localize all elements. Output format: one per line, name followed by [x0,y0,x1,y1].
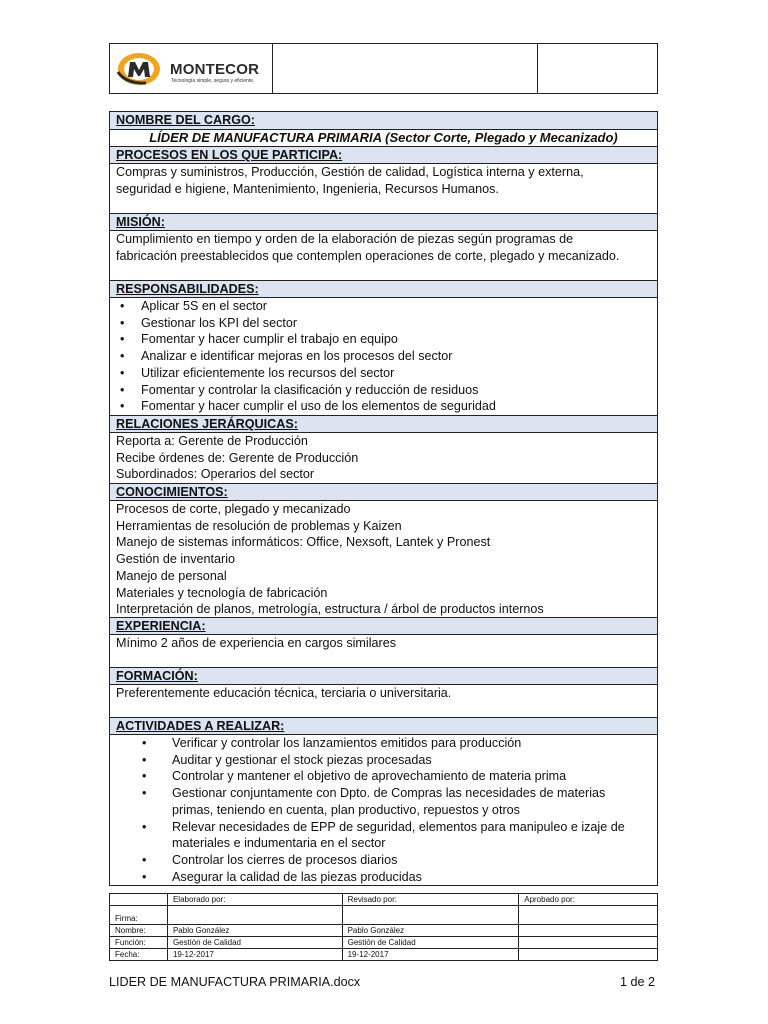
sig-nombre-aprobado [519,925,658,937]
section-header-conocimientos: CONOCIMIENTOS: [110,483,657,500]
document-header [109,43,658,94]
logo-wordmark: MONTECOR [170,61,260,78]
list-item [164,852,651,869]
list-item: • Fomentar y hacer cumplir el uso de los elementos de seguridad [118,398,651,415]
section-header-nombre-cargo: NOMBRE DEL CARGO: [110,112,657,129]
section-header-experiencia: EXPERIENCIA: [110,617,657,634]
section-header-actividades: ACTIVIDADES A REALIZAR: [110,717,657,734]
conocimientos-line: Manejo de sistemas informáticos: Office, Nexsoft, Lantek y Pronest [116,535,491,550]
conocimientos-line: Materiales y tecnología de fabricación [116,585,328,600]
conocimientos-body [110,500,657,617]
list-item-text: Asegurar la calidad de las piezas producidas [172,869,422,884]
logo-tagline: Tecnología simple, segura y eficiente. [171,78,255,84]
montecor-logo [116,50,266,88]
sig-nombre-revisado: Pablo González [342,925,519,937]
mision-body [110,230,657,280]
sig-firma-elaborado [167,906,342,925]
list-item [164,785,651,818]
sig-fecha-elaborado: 19-12-2017 [167,949,342,961]
sig-header-elaborado: Elaborado por: [167,894,342,906]
experiencia-text: Mínimo 2 años de experiencia en cargos similares [116,636,396,650]
list-item: • Analizar e identificar mejoras en los procesos del sector [118,348,651,365]
sig-fecha-revisado: 19-12-2017 [342,949,519,961]
list-item-text: materiales e indumentaria en el sector [172,836,386,851]
list-item-text: Verificar y controlar los lanzamientos emitidos para producción [172,736,522,750]
footer-page-number: 1 de 2 [620,975,656,989]
relaciones-line: Reporta a: Gerente de Producción [116,434,308,448]
list-item [164,819,651,852]
section-header-responsabilidades: RESPONSABILIDADES: [110,280,657,297]
procesos-body [110,163,657,213]
section-header-procesos: PROCESOS EN LOS QUE PARTICIPA: [110,146,657,163]
list-item [164,735,651,752]
relaciones-line: Subordinados: Operarios del sector [116,467,315,482]
sig-row-label-fecha: Fecha: [110,949,168,961]
job-title: LÍDER DE MANUFACTURA PRIMARIA (Sector Corte, Plegado y Mecanizado) [110,129,657,146]
conocimientos-line: Manejo de personal [116,568,227,583]
list-item [164,752,651,769]
relaciones-body [110,432,657,483]
procesos-line: seguridad e higiene, Mantenimiento, Ingenieria, Recursos Humanos. [116,181,499,196]
formacion-body [110,684,657,717]
conocimientos-line: Herramientas de resolución de problemas y Kaizen [116,518,402,533]
responsabilidades-body [110,297,657,415]
procesos-line: Compras y suministros, Producción, Gestión de calidad, Logística interna y externa, [116,165,584,179]
section-header-mision: MISIÓN: [110,213,657,230]
formacion-text: Preferentemente educación técnica, terciaria o universitaria. [116,686,452,700]
list-item: • Utilizar eficientemente los recursos del sector [118,365,651,382]
responsabilidades-list [116,298,651,415]
list-item [164,768,651,785]
list-item-text: Relevar necesidades de EPP de seguridad, elementos para manipuleo e izaje de [172,819,625,834]
sig-corner [110,894,168,906]
list-item-text: Gestionar conjuntamente con Dpto. de Compras las necesidades de materias [172,786,606,801]
list-item-text: primas, teniendo en cuenta, plan productivo, repuestos y otros [172,802,520,817]
header-divider [537,44,538,93]
list-item: • Fomentar y controlar la clasificación y reducción de residuos [118,382,651,399]
sig-header-aprobado: Aprobado por: [519,894,658,906]
sig-funcion-revisado: Gestión de Calidad [342,937,519,949]
conocimientos-line: Gestión de inventario [116,552,236,567]
list-item-text: Controlar y mantener el objetivo de aprovechamiento de materia prima [172,769,567,784]
sig-row-label-firma: Firma: [110,906,168,925]
sig-fecha-aprobado [519,949,658,961]
list-item-text: Auditar y gestionar el stock piezas procesadas [172,752,432,767]
actividades-body [110,734,657,885]
sig-nombre-elaborado: Pablo González [167,925,342,937]
sig-header-revisado: Revisado por: [342,894,519,906]
signature-table [109,893,658,961]
logo-cell [110,44,273,93]
sig-funcion-aprobado [519,937,658,949]
list-item: • Fomentar y hacer cumplir el trabajo en equipo [118,331,651,348]
conocimientos-line: Interpretación de planos, metrología, estructura / árbol de productos internos [116,602,544,617]
actividades-list [116,735,651,885]
section-header-formacion: FORMACIÓN: [110,667,657,684]
sig-row-label-funcion: Función: [110,937,168,949]
job-description-table [109,111,658,886]
sig-firma-aprobado [519,906,658,925]
sig-firma-revisado [342,906,519,925]
list-item: • Aplicar 5S en el sector [118,298,651,315]
footer-filename: LIDER DE MANUFACTURA PRIMARIA.docx [109,975,361,989]
mision-line: fabricación preestablecidos que contemplen operaciones de corte, plegado y mecanizado. [116,248,620,263]
sig-row-label-nombre: Nombre: [110,925,168,937]
conocimientos-line: Procesos de corte, plegado y mecanizado [116,502,351,516]
logo-mark-icon [116,50,168,88]
list-item-text: Controlar los cierres de procesos diarios [172,852,398,867]
mision-line: Cumplimiento en tiempo y orden de la elaboración de piezas según programas de [116,232,574,246]
sig-funcion-elaborado: Gestión de Calidad [167,937,342,949]
relaciones-line: Recibe órdenes de: Gerente de Producción [116,450,359,465]
section-header-relaciones: RELACIONES JERÁRQUICAS: [110,415,657,432]
experiencia-body [110,634,657,667]
list-item [164,869,651,886]
list-item: • Gestionar los KPI del sector [118,315,651,332]
